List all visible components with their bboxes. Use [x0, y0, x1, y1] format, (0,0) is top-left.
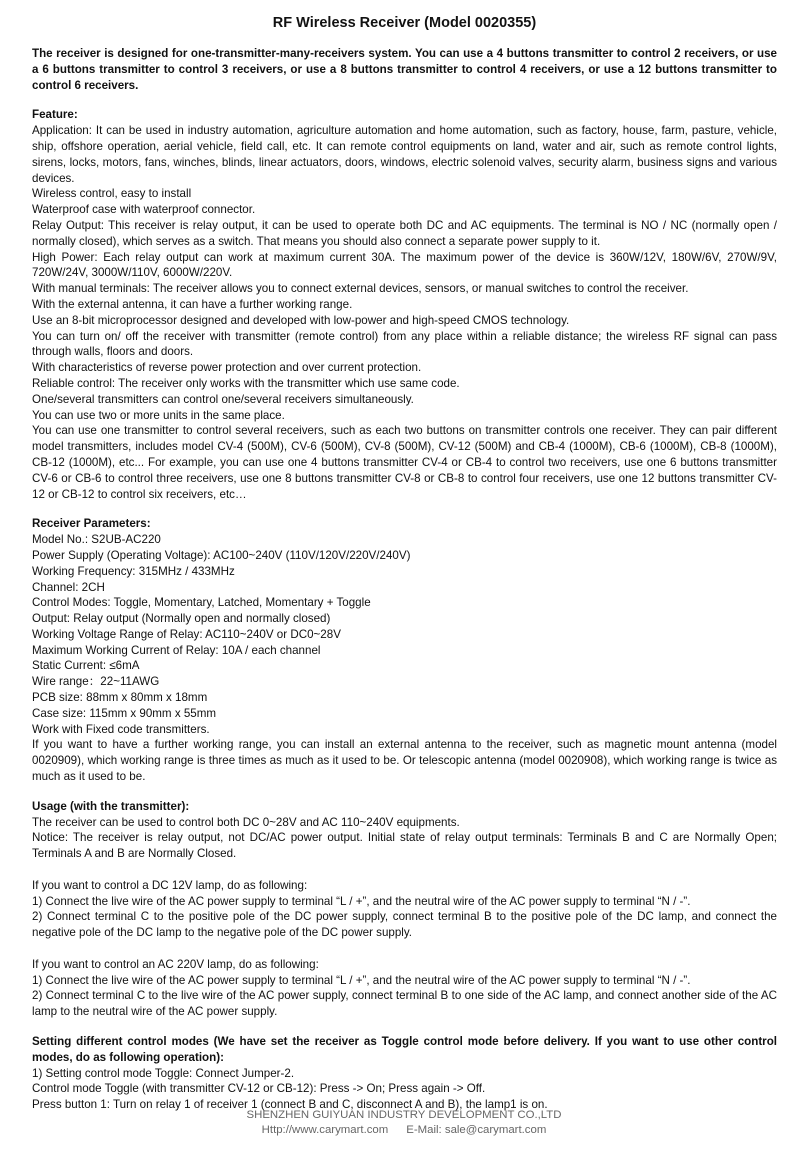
parameter-line: Working Frequency: 315MHz / 433MHz — [32, 564, 235, 578]
feature-line: One/several transmitters can control one/several receivers simultaneously. — [32, 392, 414, 406]
parameter-line: Work with Fixed code transmitters. — [32, 722, 210, 736]
control-mode-line: Press button 1: Turn on relay 1 of receiver 1 (connect B and C, disconnect A and B), the lamp1 is on. — [32, 1098, 548, 1112]
spacer — [32, 941, 777, 957]
dc-lamp-line: If you want to control a DC 12V lamp, do as following: — [32, 878, 308, 892]
footer-email-link[interactable]: E-Mail: sale@carymart.com — [406, 1124, 547, 1136]
control-modes-section — [32, 1034, 777, 1113]
feature-line: Wireless control, easy to install — [32, 187, 192, 201]
usage-line: Notice: The receiver is relay output, not DC/AC power output. Initial state of relay output terminals: Terminals B and C are Normally Open; Terminals A and B are Normally Closed. — [32, 831, 777, 861]
feature-section — [32, 107, 777, 502]
parameter-line: Channel: 2CH — [32, 580, 105, 594]
feature-heading: Feature: — [32, 108, 78, 122]
feature-line: Application: It can be used in industry automation, agriculture automation and home automation, such as factory, house, farm, pasture, vehicle, ship, offshore operation, aerial vehicle, field call, etc. It can remote control equipments on land, water and air, such as remote control lights, sirens, locks, motors, fans, winches, blinds, linear actuators, doors, windows, electric solenoid valves, security alarm, business signs and various devices. — [32, 124, 777, 185]
feature-line: You can use one transmitter to control several receivers, such as each two buttons on transmitter controls one receiver. They can pair different model transmitters, includes model CV-4 (500M), CV-6 (500M), CV-8 (500M), CV-12 (500M) and CB-4 (1000M), CB-6 (1000M), CB-8 (1000M), CB-12 (1000M), etc... For example, you can use one 4 buttons transmitter CV-4 or CB-4 to control two receivers, use one 6 buttons transmitter CV-6 or CB-6 to control three receivers, use one 8 buttons transmitter CV-8 or CB-8 to control four receivers, use one 12 buttons transmitter CV-12 or CB-12 to control six receivers, etc… — [32, 424, 777, 501]
parameters-heading: Receiver Parameters: — [32, 517, 151, 531]
page-title: RF Wireless Receiver (Model 0020355) — [272, 15, 537, 31]
ac-lamp-line: 1) Connect the live wire of the AC power supply to terminal “L / +”, and the neutral wire of the AC power supply to terminal “N / -”. — [32, 973, 691, 987]
control-modes-heading: Setting different control modes (We have set the receiver as Toggle control mode before delivery. If you want to use other control modes, do as following operation): — [32, 1035, 777, 1064]
dc-lamp-line: 2) Connect terminal C to the positive pole of the DC power supply, connect terminal B to the positive pole of the DC lamp, and connect the negative pole of the DC lamp to the negative pole of the DC power supply. — [32, 910, 777, 940]
feature-line: You can turn on/ off the receiver with transmitter (remote control) from any place within a reliable distance; the wireless RF signal can pass through walls, floors and doors. — [32, 329, 777, 359]
dc-lamp-line: 1) Connect the live wire of the AC power supply to terminal “L / +”, and the neutral wire of the AC power supply to terminal “N / -”. — [32, 894, 691, 908]
feature-line: High Power: Each relay output can work at maximum current 30A. The maximum power of the device is 360W/12V, 180W/6V, 270W/9V, 720W/24V, 3000W/110V, 6000W/220V. — [32, 250, 777, 280]
feature-line: Relay Output: This receiver is relay output, it can be used to operate both DC and AC equipments. The terminal is NO / NC (normally open / normally closed), which serves as a switch. That means you should also connect a separate power supply to it. — [32, 218, 777, 248]
usage-heading: Usage (with the transmitter): — [32, 799, 190, 813]
parameters-section — [32, 516, 777, 785]
parameter-line: Model No.: S2UB-AC220 — [32, 533, 161, 547]
feature-line: With manual terminals: The receiver allows you to connect external devices, sensors, or manual switches to control the receiver. — [32, 282, 689, 296]
footer-website-link[interactable]: Http://www.carymart.com — [261, 1124, 389, 1136]
parameter-line: If you want to have a further working range, you can install an external antenna to the receiver, such as magnetic mount antenna (model 0020909), which working range is three times as much as it used to be. Or telescopic antenna (model 0020908), which working range is twice as much as it used to be. — [32, 738, 777, 784]
feature-line: With the external antenna, it can have a further working range. — [32, 297, 353, 311]
usage-line: The receiver can be used to control both DC 0~28V and AC 110~240V equipments. — [32, 815, 460, 829]
parameter-line: Maximum Working Current of Relay: 10A / each channel — [32, 643, 321, 657]
intro-paragraph: The receiver is designed for one-transmitter-many-receivers system. You can use a 4 buttons transmitter to control 2 receivers, or use a 6 buttons transmitter to control 3 receivers, or use a 8 buttons transmitter to control 4 receivers, or use a 12 buttons transmitter to control 6 receivers. — [32, 47, 777, 92]
parameter-line: Static Current: ≤6mA — [32, 659, 140, 673]
ac-lamp-line: 2) Connect terminal C to the live wire of the AC power supply, connect terminal B to one side of the AC lamp, and connect another side of the AC lamp to the neutral wire of the AC power supply. — [32, 989, 777, 1019]
page-footer — [0, 1108, 808, 1138]
control-mode-line: 1) Setting control mode Toggle: Connect Jumper-2. — [32, 1066, 295, 1080]
control-mode-line: Control mode Toggle (with transmitter CV-12 or CB-12): Press -> On; Press again -> Off. — [32, 1082, 486, 1096]
feature-line: Waterproof case with waterproof connector. — [32, 203, 256, 217]
parameter-line: Power Supply (Operating Voltage): AC100~240V (110V/120V/220V/240V) — [32, 548, 411, 562]
parameter-line: Output: Relay output (Normally open and normally closed) — [32, 612, 331, 626]
usage-section — [32, 799, 777, 1020]
footer-company: SHENZHEN GUIYUAN INDUSTRY DEVELOPMENT CO.,LTD — [246, 1109, 562, 1121]
footer-contact — [0, 1123, 808, 1138]
parameter-line: PCB size: 88mm x 80mm x 18mm — [32, 691, 208, 705]
parameter-line: Control Modes: Toggle, Momentary, Latched, Momentary + Toggle — [32, 596, 371, 610]
parameter-line: Wire range：22~11AWG — [32, 675, 160, 689]
parameter-line: Case size: 115mm x 90mm x 55mm — [32, 706, 217, 720]
ac-lamp-line: If you want to control an AC 220V lamp, do as following: — [32, 957, 319, 971]
parameter-line: Working Voltage Range of Relay: AC110~240V or DC0~28V — [32, 627, 341, 641]
feature-line: Reliable control: The receiver only works with the transmitter which use same code. — [32, 376, 460, 390]
document-page — [32, 14, 777, 1127]
spacer — [32, 862, 777, 878]
feature-line: With characteristics of reverse power protection and over current protection. — [32, 361, 422, 375]
feature-line: You can use two or more units in the same place. — [32, 408, 285, 422]
feature-line: Use an 8-bit microprocessor designed and developed with low-power and high-speed CMOS technology. — [32, 313, 570, 327]
